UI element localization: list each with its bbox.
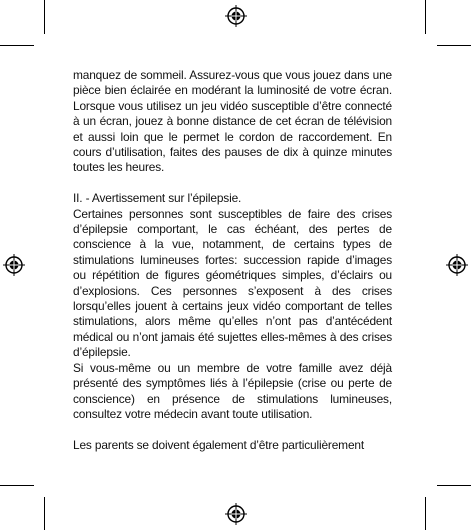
paragraph-spacer (73, 176, 392, 191)
crop-mark-top-left (44, 0, 45, 34)
registration-mark-left-icon (3, 254, 25, 276)
registration-mark-right-icon (446, 254, 468, 276)
paragraph-sleep-lighting: manquez de sommeil. Assurez-vous que vous jouez dans une pièce bien éclairée en modérant la luminosité de votre écran. Lorsque vous utilisez un jeu vidéo susceptible d’être connecté à un écran, jouez à bonne distance de cet écran de télévision et aussi loin que le permet le cordon de raccordement. En cours d’utilisation, faites des pauses de dix à quinze minutes toutes les heures. (73, 68, 392, 175)
registration-mark-top-icon (225, 5, 247, 27)
crop-mark-left-top (0, 45, 34, 46)
manual-text-block (73, 68, 392, 453)
crop-mark-bottom-right (425, 497, 426, 530)
crop-mark-left-bottom (0, 485, 34, 486)
crop-mark-top-right (425, 0, 426, 34)
paragraph-consult-doctor: Si vous-même ou un membre de votre famille avez déjà présenté des symptômes liés à l’épilepsie (crise ou perte de conscience) en présence de stimulations lumineuses, consultez votre médecin avant toute utilisation. (73, 360, 392, 421)
crop-mark-right-top (437, 45, 471, 46)
registration-mark-bottom-icon (225, 503, 247, 525)
crop-mark-right-bottom (437, 485, 471, 486)
section-heading-epilepsy: II. - Avertissement sur l’épilepsie. (73, 191, 242, 206)
crop-mark-bottom-left (44, 497, 45, 530)
paragraph-epilepsy-warning: Certaines personnes sont susceptibles de faire des crises d’épilepsie comportant, le cas échéant, des pertes de conscience à la vue, notamment, de certains types de stimulations lumineuses fortes: succession rapide d’images ou répétition de figures géométriques simples, d’éclairs ou d’explosions. Ces personnes s’exposent à des crises lorsqu’elles jouent à certains jeux vidéo comportant de telles stimulations, alors même qu’elles n’ont pas d’antécédent médical ou n’ont jamais été sujettes elles-mêmes à des crises d’épilepsie. (73, 206, 392, 360)
paragraph-spacer (73, 422, 392, 437)
paragraph-parents: Les parents se doivent également d’être particulièrement (73, 437, 365, 452)
